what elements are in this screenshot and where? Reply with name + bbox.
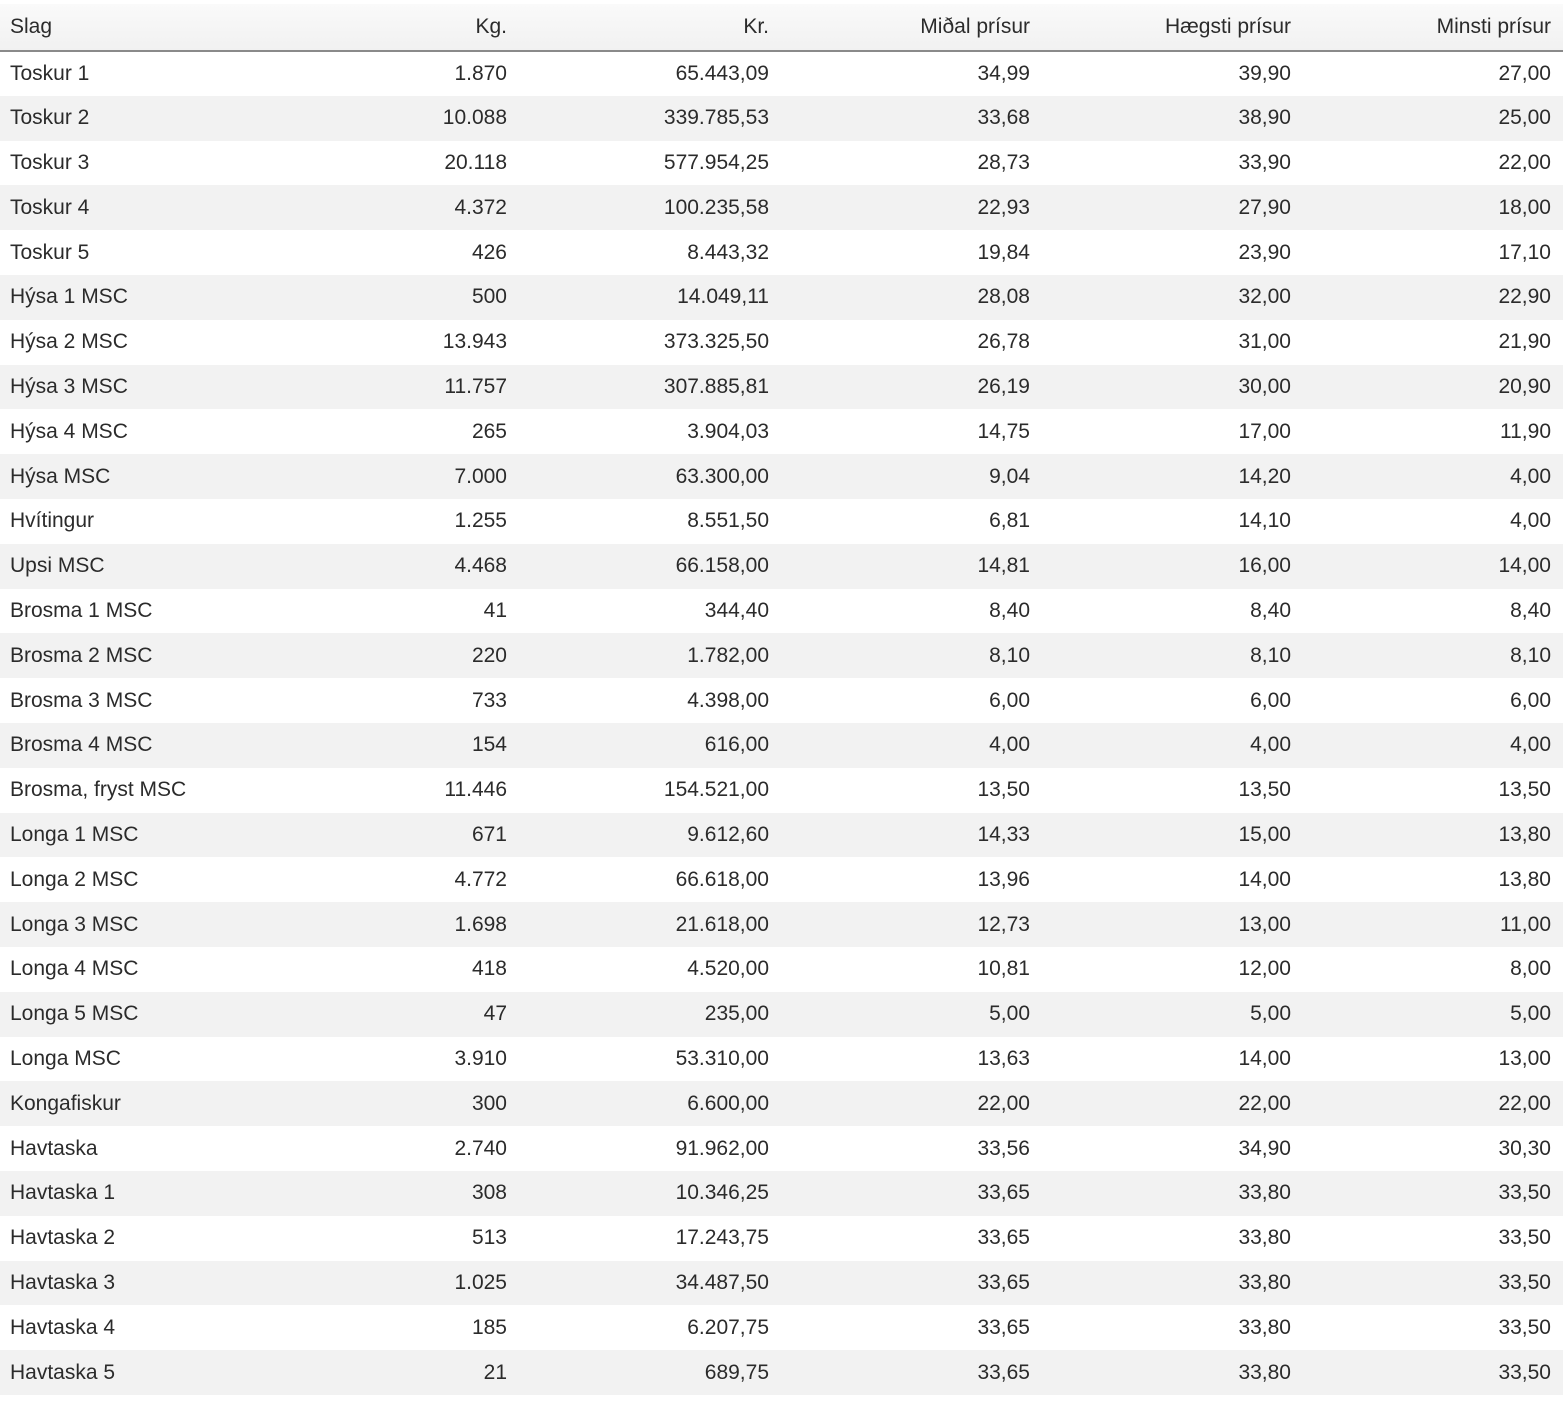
cell-kr: 344,40 xyxy=(704,598,769,622)
cell-kg: 418 xyxy=(471,957,507,981)
cell-average-price: 8,10 xyxy=(989,643,1030,667)
table-row xyxy=(0,320,1563,365)
column-header-average-price[interactable]: Miðal prísur xyxy=(781,4,1042,51)
cell-slag: Hýsa 2 MSC xyxy=(10,330,128,354)
cell-lowest-price: 33,50 xyxy=(1498,1315,1551,1339)
cell-lowest-price: 4,00 xyxy=(1510,464,1551,488)
price-table xyxy=(0,4,1563,1395)
cell-kg: 4.372 xyxy=(454,195,507,219)
table-row xyxy=(0,1126,1563,1171)
cell-highest-price: 22,00 xyxy=(1238,1091,1291,1115)
header-row xyxy=(0,4,1563,51)
cell-highest-price: 4,00 xyxy=(1250,733,1291,757)
table-row xyxy=(0,1305,1563,1350)
cell-lowest-price: 13,80 xyxy=(1498,822,1551,846)
cell-kr: 1.782,00 xyxy=(687,643,769,667)
column-header-kg[interactable]: Kg. xyxy=(260,4,519,51)
cell-average-price: 13,63 xyxy=(977,1046,1030,1070)
cell-highest-price: 23,90 xyxy=(1238,240,1291,264)
cell-average-price: 5,00 xyxy=(989,1002,1030,1026)
cell-slag: Longa 3 MSC xyxy=(10,912,139,936)
cell-highest-price: 5,00 xyxy=(1250,1002,1291,1026)
table-row xyxy=(0,96,1563,141)
cell-kg: 47 xyxy=(483,1002,507,1026)
table-row xyxy=(0,1037,1563,1082)
cell-lowest-price: 17,10 xyxy=(1498,240,1551,264)
cell-slag: Brosma 2 MSC xyxy=(10,643,153,667)
cell-highest-price: 33,80 xyxy=(1238,1360,1291,1384)
cell-kg: 11.446 xyxy=(444,778,507,802)
cell-slag: Brosma 3 MSC xyxy=(10,688,153,712)
cell-kr: 4.520,00 xyxy=(687,957,769,981)
cell-slag: Longa 4 MSC xyxy=(10,957,139,981)
table-header xyxy=(0,4,1563,51)
cell-highest-price: 8,40 xyxy=(1250,598,1291,622)
cell-kg: 4.468 xyxy=(454,554,507,578)
cell-slag: Brosma, fryst MSC xyxy=(10,778,187,802)
cell-lowest-price: 22,00 xyxy=(1498,1091,1551,1115)
cell-highest-price: 14,10 xyxy=(1238,509,1291,533)
column-header-lowest-price[interactable]: Minsti prísur xyxy=(1303,4,1563,51)
cell-highest-price: 33,80 xyxy=(1238,1181,1291,1205)
cell-kg: 1.025 xyxy=(454,1270,507,1294)
cell-kg: 733 xyxy=(471,688,507,712)
cell-lowest-price: 27,00 xyxy=(1498,61,1551,85)
cell-average-price: 14,81 xyxy=(977,554,1030,578)
table-row xyxy=(0,499,1563,544)
cell-highest-price: 16,00 xyxy=(1238,554,1291,578)
cell-kr: 154.521,00 xyxy=(663,778,769,802)
cell-average-price: 28,73 xyxy=(977,150,1030,174)
table-row xyxy=(0,1216,1563,1261)
cell-highest-price: 33,80 xyxy=(1238,1270,1291,1294)
cell-kr: 21.618,00 xyxy=(675,912,769,936)
cell-slag: Havtaska 5 xyxy=(10,1360,116,1384)
cell-highest-price: 33,80 xyxy=(1238,1226,1291,1250)
cell-highest-price: 32,00 xyxy=(1238,285,1291,309)
table-row xyxy=(0,1171,1563,1216)
cell-average-price: 33,65 xyxy=(977,1181,1030,1205)
table-row xyxy=(0,275,1563,320)
cell-kr: 66.158,00 xyxy=(675,554,769,578)
table-row xyxy=(0,633,1563,678)
cell-highest-price: 8,10 xyxy=(1250,643,1291,667)
table-row xyxy=(0,813,1563,858)
cell-highest-price: 15,00 xyxy=(1238,822,1291,846)
column-header-kr[interactable]: Kr. xyxy=(519,4,781,51)
cell-lowest-price: 22,90 xyxy=(1498,285,1551,309)
table-row xyxy=(0,141,1563,186)
cell-kr: 63.300,00 xyxy=(675,464,769,488)
cell-kr: 14.049,11 xyxy=(677,285,769,309)
table-row xyxy=(0,723,1563,768)
cell-highest-price: 12,00 xyxy=(1238,957,1291,981)
table-row xyxy=(0,589,1563,634)
cell-lowest-price: 33,50 xyxy=(1498,1226,1551,1250)
cell-kr: 34.487,50 xyxy=(675,1270,769,1294)
cell-average-price: 12,73 xyxy=(977,912,1030,936)
cell-slag: Havtaska 4 xyxy=(10,1315,116,1339)
cell-kr: 6.600,00 xyxy=(687,1091,769,1115)
cell-average-price: 13,50 xyxy=(977,778,1030,802)
table-row xyxy=(0,230,1563,275)
cell-average-price: 33,65 xyxy=(977,1315,1030,1339)
cell-kr: 577.954,25 xyxy=(663,150,769,174)
cell-lowest-price: 33,50 xyxy=(1498,1181,1551,1205)
table-row xyxy=(0,365,1563,410)
cell-kr: 10.346,25 xyxy=(675,1181,769,1205)
cell-average-price: 19,84 xyxy=(977,240,1030,264)
cell-kg: 220 xyxy=(471,643,507,667)
cell-kg: 500 xyxy=(471,285,507,309)
cell-lowest-price: 22,00 xyxy=(1498,150,1551,174)
cell-slag: Brosma 4 MSC xyxy=(10,733,153,757)
cell-slag: Hvítingur xyxy=(10,509,95,533)
cell-lowest-price: 11,00 xyxy=(1500,912,1551,936)
cell-lowest-price: 33,50 xyxy=(1498,1360,1551,1384)
cell-kr: 6.207,75 xyxy=(687,1315,769,1339)
cell-kg: 513 xyxy=(471,1226,507,1250)
cell-slag: Kongafiskur xyxy=(10,1091,121,1115)
cell-kr: 8.551,50 xyxy=(687,509,769,533)
table-row xyxy=(0,409,1563,454)
cell-slag: Havtaska xyxy=(10,1136,98,1160)
cell-kr: 689,75 xyxy=(704,1360,769,1384)
cell-lowest-price: 13,00 xyxy=(1498,1046,1551,1070)
cell-highest-price: 31,00 xyxy=(1238,330,1291,354)
cell-average-price: 26,78 xyxy=(977,330,1030,354)
table-row xyxy=(0,1081,1563,1126)
cell-kg: 185 xyxy=(471,1315,507,1339)
cell-highest-price: 13,00 xyxy=(1238,912,1291,936)
cell-slag: Upsi MSC xyxy=(10,554,105,578)
table-row xyxy=(0,857,1563,902)
cell-average-price: 26,19 xyxy=(977,374,1030,398)
cell-slag: Longa 1 MSC xyxy=(10,822,139,846)
cell-kg: 11.757 xyxy=(444,374,507,398)
cell-kg: 7.000 xyxy=(454,464,507,488)
cell-highest-price: 14,00 xyxy=(1238,867,1291,891)
cell-slag: Havtaska 1 xyxy=(10,1181,116,1205)
cell-average-price: 22,93 xyxy=(977,195,1030,219)
cell-kg: 671 xyxy=(471,822,507,846)
cell-kg: 154 xyxy=(471,733,507,757)
table-row xyxy=(0,454,1563,499)
cell-average-price: 10,81 xyxy=(977,957,1030,981)
cell-kg: 1.698 xyxy=(454,912,507,936)
table-row xyxy=(0,544,1563,589)
cell-slag: Longa 2 MSC xyxy=(10,867,139,891)
cell-slag: Longa MSC xyxy=(10,1046,121,1070)
cell-lowest-price: 8,00 xyxy=(1510,957,1551,981)
cell-highest-price: 30,00 xyxy=(1238,374,1291,398)
cell-kg: 13.943 xyxy=(442,330,507,354)
cell-lowest-price: 4,00 xyxy=(1510,509,1551,533)
cell-kg: 4.772 xyxy=(454,867,507,891)
cell-kr: 373.325,50 xyxy=(663,330,769,354)
cell-kr: 65.443,09 xyxy=(675,61,769,85)
table-row xyxy=(0,902,1563,947)
cell-lowest-price: 13,50 xyxy=(1498,778,1551,802)
price-table-container xyxy=(0,4,1551,1395)
cell-kg: 426 xyxy=(471,240,507,264)
cell-kg: 3.910 xyxy=(454,1046,507,1070)
cell-kr: 8.443,32 xyxy=(687,240,769,264)
cell-lowest-price: 33,50 xyxy=(1498,1270,1551,1294)
cell-average-price: 14,33 xyxy=(977,822,1030,846)
cell-kr: 17.243,75 xyxy=(675,1226,769,1250)
cell-slag: Toskur 3 xyxy=(10,150,90,174)
cell-highest-price: 13,50 xyxy=(1238,778,1291,802)
cell-lowest-price: 6,00 xyxy=(1510,688,1551,712)
table-row xyxy=(0,185,1563,230)
cell-slag: Hýsa 1 MSC xyxy=(10,285,128,309)
table-row xyxy=(0,992,1563,1037)
cell-average-price: 6,81 xyxy=(989,509,1030,533)
cell-highest-price: 33,80 xyxy=(1238,1315,1291,1339)
cell-kg: 300 xyxy=(471,1091,507,1115)
cell-slag: Brosma 1 MSC xyxy=(10,598,153,622)
cell-lowest-price: 5,00 xyxy=(1510,1002,1551,1026)
cell-average-price: 34,99 xyxy=(977,61,1030,85)
table-row xyxy=(0,1261,1563,1306)
cell-kg: 1.870 xyxy=(454,61,507,85)
cell-average-price: 4,00 xyxy=(989,733,1030,757)
cell-kr: 307.885,81 xyxy=(663,374,769,398)
cell-highest-price: 34,90 xyxy=(1238,1136,1291,1160)
cell-average-price: 9,04 xyxy=(989,464,1030,488)
cell-kg: 21 xyxy=(483,1360,507,1384)
cell-highest-price: 33,90 xyxy=(1238,150,1291,174)
cell-slag: Toskur 4 xyxy=(10,195,90,219)
cell-kr: 616,00 xyxy=(704,733,769,757)
cell-lowest-price: 21,90 xyxy=(1498,330,1551,354)
cell-average-price: 33,65 xyxy=(977,1360,1030,1384)
cell-kr: 91.962,00 xyxy=(675,1136,769,1160)
cell-kg: 10.088 xyxy=(442,106,507,130)
table-row xyxy=(0,51,1563,96)
table-row xyxy=(0,947,1563,992)
cell-kg: 41 xyxy=(483,598,507,622)
cell-lowest-price: 14,00 xyxy=(1498,554,1551,578)
cell-kr: 235,00 xyxy=(704,1002,769,1026)
cell-slag: Longa 5 MSC xyxy=(10,1002,139,1026)
cell-slag: Hýsa 3 MSC xyxy=(10,374,128,398)
table-body xyxy=(0,51,1563,1395)
cell-lowest-price: 4,00 xyxy=(1510,733,1551,757)
cell-lowest-price: 13,80 xyxy=(1498,867,1551,891)
cell-kr: 9.612,60 xyxy=(687,822,769,846)
cell-highest-price: 6,00 xyxy=(1250,688,1291,712)
cell-kr: 100.235,58 xyxy=(663,195,769,219)
cell-lowest-price: 30,30 xyxy=(1498,1136,1551,1160)
column-header-slag[interactable]: Slag xyxy=(0,4,260,51)
cell-average-price: 33,65 xyxy=(977,1226,1030,1250)
cell-slag: Havtaska 3 xyxy=(10,1270,116,1294)
cell-highest-price: 14,00 xyxy=(1238,1046,1291,1070)
cell-slag: Toskur 2 xyxy=(10,106,90,130)
cell-lowest-price: 11,90 xyxy=(1500,419,1551,443)
cell-average-price: 8,40 xyxy=(989,598,1030,622)
table-row xyxy=(0,768,1563,813)
cell-kr: 4.398,00 xyxy=(687,688,769,712)
cell-kr: 53.310,00 xyxy=(675,1046,769,1070)
cell-kg: 2.740 xyxy=(454,1136,507,1160)
cell-highest-price: 38,90 xyxy=(1238,106,1291,130)
cell-kr: 66.618,00 xyxy=(675,867,769,891)
cell-highest-price: 14,20 xyxy=(1238,464,1291,488)
cell-lowest-price: 8,40 xyxy=(1510,598,1551,622)
cell-highest-price: 27,90 xyxy=(1238,195,1291,219)
cell-highest-price: 39,90 xyxy=(1238,61,1291,85)
cell-average-price: 14,75 xyxy=(977,419,1030,443)
cell-highest-price: 17,00 xyxy=(1238,419,1291,443)
cell-slag: Hýsa MSC xyxy=(10,464,111,488)
cell-kg: 265 xyxy=(471,419,507,443)
cell-lowest-price: 8,10 xyxy=(1510,643,1551,667)
table-row xyxy=(0,1350,1563,1395)
cell-average-price: 28,08 xyxy=(977,285,1030,309)
column-header-highest-price[interactable]: Hægsti prísur xyxy=(1042,4,1303,51)
cell-lowest-price: 20,90 xyxy=(1498,374,1551,398)
cell-average-price: 13,96 xyxy=(977,867,1030,891)
cell-slag: Toskur 5 xyxy=(10,240,90,264)
cell-kr: 339.785,53 xyxy=(663,106,769,130)
cell-slag: Toskur 1 xyxy=(10,61,90,85)
cell-kr: 3.904,03 xyxy=(687,419,769,443)
cell-kg: 20.118 xyxy=(444,150,507,174)
cell-lowest-price: 18,00 xyxy=(1498,195,1551,219)
cell-average-price: 33,68 xyxy=(977,106,1030,130)
cell-average-price: 22,00 xyxy=(977,1091,1030,1115)
cell-average-price: 33,56 xyxy=(977,1136,1030,1160)
cell-slag: Hýsa 4 MSC xyxy=(10,419,128,443)
cell-average-price: 33,65 xyxy=(977,1270,1030,1294)
cell-slag: Havtaska 2 xyxy=(10,1226,116,1250)
table-row xyxy=(0,678,1563,723)
cell-average-price: 6,00 xyxy=(989,688,1030,712)
cell-lowest-price: 25,00 xyxy=(1498,106,1551,130)
cell-kg: 1.255 xyxy=(454,509,507,533)
cell-kg: 308 xyxy=(471,1181,507,1205)
